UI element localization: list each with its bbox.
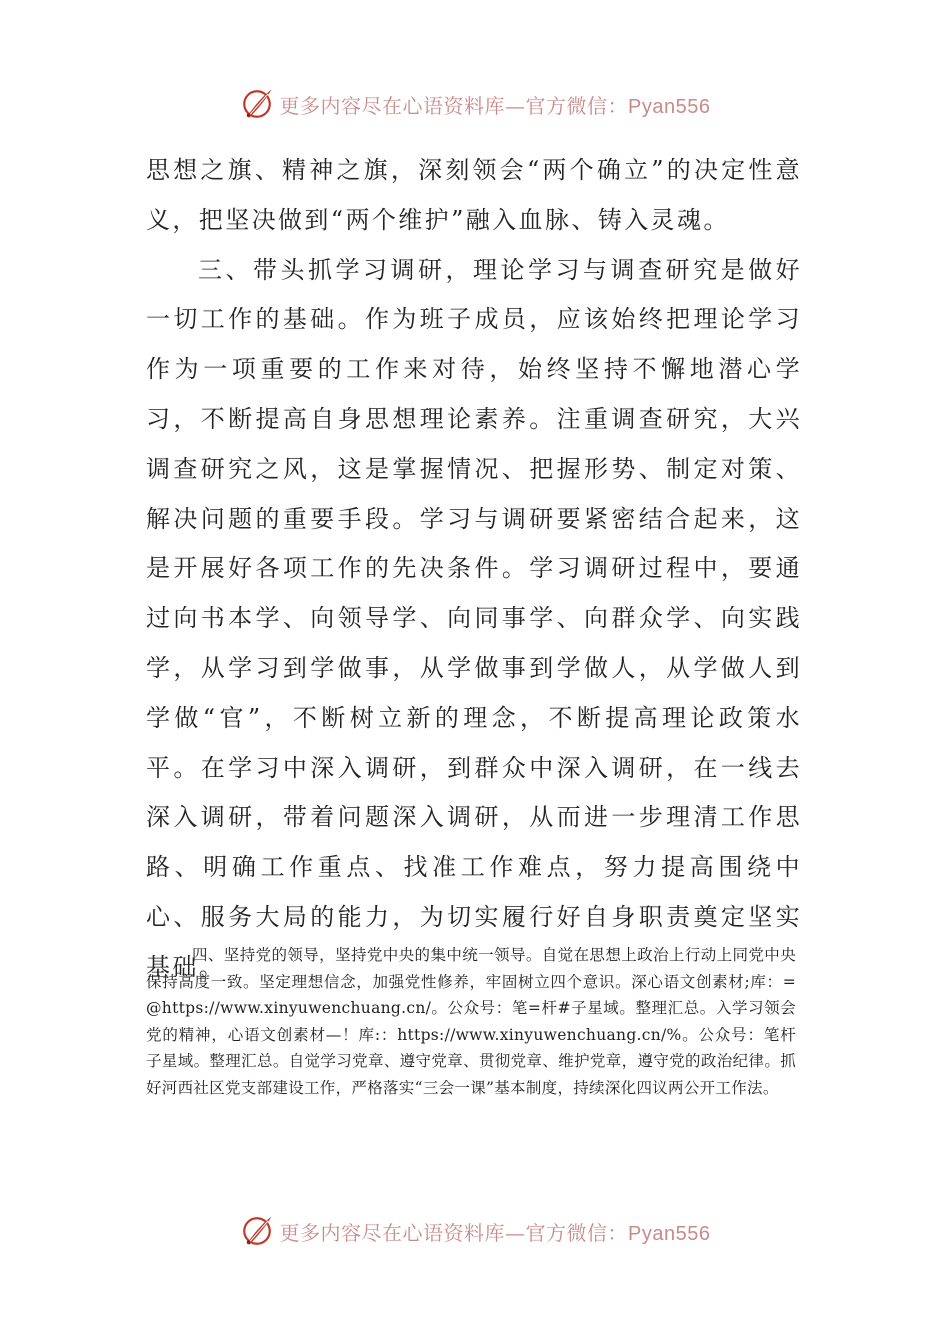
paragraph-1: 思想之旗、精神之旗，深刻领会“两个确立”的决定性意义，把坚决做到“两个维护”融入血脉、铸入灵魂。: [146, 156, 802, 234]
header-watermark-text: 更多内容尽在心语资料库—官方微信：: [279, 93, 629, 118]
footer-watermark: [0, 1211, 950, 1251]
paragraph-2: 三、带头抓学习调研，理论学习与调查研究是做好一切工作的基础。作为班子成员，应该始终把理论学习作为一项重要的工作来对待，始终坚持不懈地潜心学习，不断提高自身思想理论素养。注重调查研究，大兴调查研究之风，这是掌握情况、把握形势、制定对策、解决问题的重要手段。学习与调研要紧密结合起来，这是开展好各项工作的先决条件。学习调研过程中，要通过向书本学、向领导学、向同事学、向群众学、向实践学，从学习到学做事，从学做事到学做人，从学做人到学做“官”，不断树立新的理念，不断提高理论政策水平。在学习中深入调研，到群众中深入调研，在一线去深入调研，带着问题深入调研，从而进一步理清工作思路、明确工作重点、找准工作难点，努力提高围绕中心、服务大局的能力，为切实履行好自身职责奠定坚实基础。: [146, 255, 802, 981]
footer-watermark-text: 更多内容尽在心语资料库—官方微信：: [279, 1220, 629, 1245]
footer-watermark-id: Pyan556: [628, 1222, 711, 1245]
quill-pen-logo-icon: [240, 1214, 274, 1248]
paragraph-3: 四、坚持党的领导，坚持党中央的集中统一领导。自觉在思想上政治上行动上同党中央保持高度一致。坚定理想信念，加强党性修养，牢固树立四个意识。深心语文创素材;库：=@https://www.xinyuwenchuang.cn/。公众号：笔=杆#子星域。整理汇总。入学习领会党的精神，心语文创素材—！库:：https://www.xinyuwenchuang.cn/%。公众号：笔杆子星域。整理汇总。自觉学习党章、遵守党章、贯彻党章、维护党章，遵守党的政治纪律。抓好河西社区党支部建设工作，严格落实“三会一课”基本制度，持续深化四议两公开工作法。: [146, 946, 796, 1097]
header-watermark-id: Pyan556: [628, 95, 711, 118]
document-small-section: [146, 942, 796, 1102]
document-body: [146, 146, 802, 993]
header-watermark: [0, 84, 950, 124]
quill-pen-logo-icon: [240, 87, 274, 121]
